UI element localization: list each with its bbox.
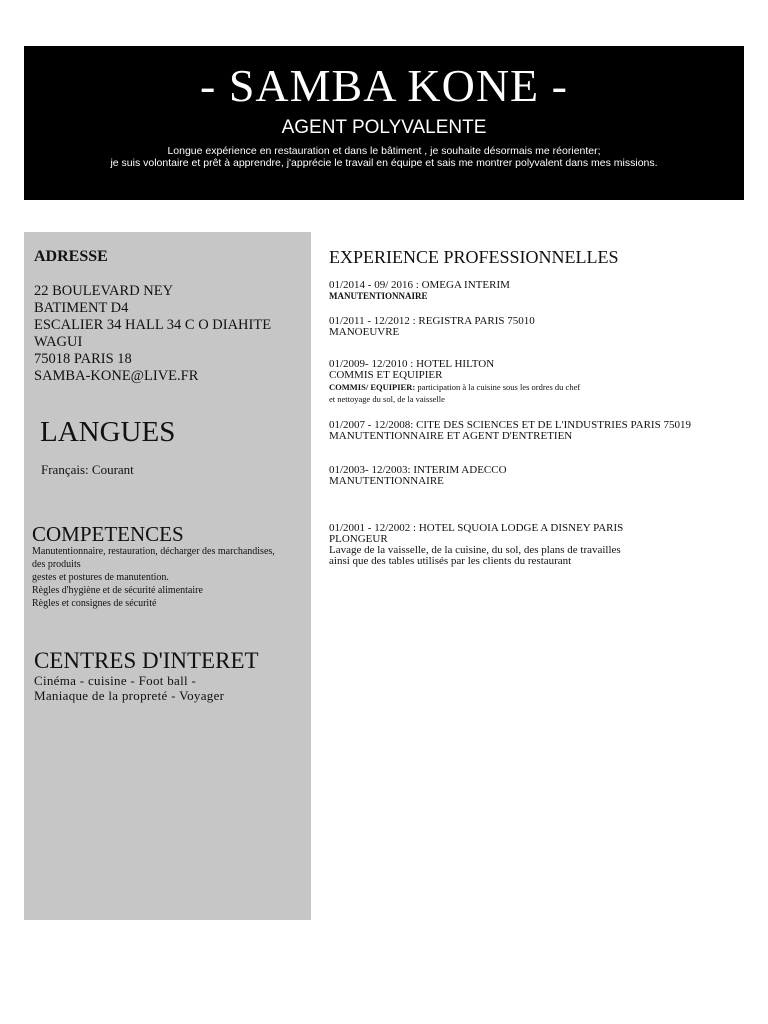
skill-line: Règles et consignes de sécurité [32,598,157,609]
job-title: AGENT POLYVALENTE [281,117,487,138]
job-description-line: ainsi que des tables utilisés par les clients du restaurant [329,555,572,567]
summary-line: je suis volontaire et prêt à apprendre, j'apprécie le travail en équipe et sais me montrer polyvalent dans mes missions. [110,157,658,169]
profile-summary [24,145,744,169]
experience-item [329,359,580,405]
job-role: MANUTENTIONNAIRE ET AGENT D'ENTRETIEN [329,430,573,442]
address-block [34,283,271,385]
job-period: 01/2014 - 09/ 2016 : OMEGA INTERIM [329,279,510,291]
job-role: MANUTENTIONNAIRE [329,291,428,301]
address-line: WAGUI [34,334,83,350]
skill-line: Règles d'hygiène et de sécurité alimentaire [32,585,203,596]
interests-title: CENTRES D'INTERET [34,648,259,673]
experience-title: EXPERIENCE PROFESSIONNELLES [329,247,619,267]
address-title: ADRESSE [34,248,108,265]
skill-line: gestes et postures de manutention. [32,572,169,583]
job-description [329,381,580,393]
language-item: Français: Courant [41,462,134,477]
experience-item [329,465,507,487]
skills-title: COMPETENCES [32,522,184,546]
interest-line: Maniaque de la propreté - Voyager [34,687,225,703]
experience-item [329,316,535,338]
experience-item [329,420,691,442]
job-role: MANOEUVRE [329,326,400,338]
job-role: MANUTENTIONNAIRE [329,475,444,487]
job-period: 01/2007 - 12/2008: CITE DES SCIENCES ET DE L'INDUSTRIES PARIS 75019 [329,419,691,431]
sidebar-panel [24,232,311,920]
job-description-text: participation à la cuisine sous les ordres du chef [415,382,581,392]
address-line: 75018 PARIS 18 [34,351,132,367]
experience-item [329,523,623,567]
skills-list [32,545,275,610]
skill-line: des produits [32,559,81,570]
job-role: COMMIS ET EQUIPIER [329,369,443,381]
job-period: 01/2003- 12/2003: INTERIM ADECCO [329,464,507,476]
job-role: PLONGEUR [329,533,388,545]
experience-item [329,280,510,301]
job-description-line: Lavage de la vaisselle, de la cuisine, du sol, des plans de travailles [329,544,621,556]
skill-line: Manutentionnaire, restauration, décharger des marchandises, [32,546,275,557]
languages-title: LANGUES [40,416,176,448]
interest-line: Cinéma - cuisine - Foot ball - [34,673,197,688]
job-period: 01/2011 - 12/2012 : REGISTRA PARIS 75010 [329,315,535,327]
job-period: 01/2001 - 12/2002 : HOTEL SQUOIA LODGE A DISNEY PARIS [329,522,624,534]
job-description-line: et nettoyage du sol, de la vaisselle [329,394,445,404]
interests-list [34,674,224,703]
job-description-label: COMMIS/ EQUIPIER: [329,382,416,392]
candidate-name: - SAMBA KONE - [200,60,568,111]
address-line: ESCALIER 34 HALL 34 C O DIAHITE [34,317,272,333]
summary-line: Longue expérience en restauration et dans le bâtiment , je souhaite désormais me réorienter; [167,145,601,157]
header-banner [24,46,744,200]
address-line: 22 BOULEVARD NEY [34,283,174,299]
job-period: 01/2009- 12/2010 : HOTEL HILTON [329,358,495,370]
email-address: SAMBA-KONE@LIVE.FR [34,368,199,384]
address-line: BATIMENT D4 [34,300,129,316]
